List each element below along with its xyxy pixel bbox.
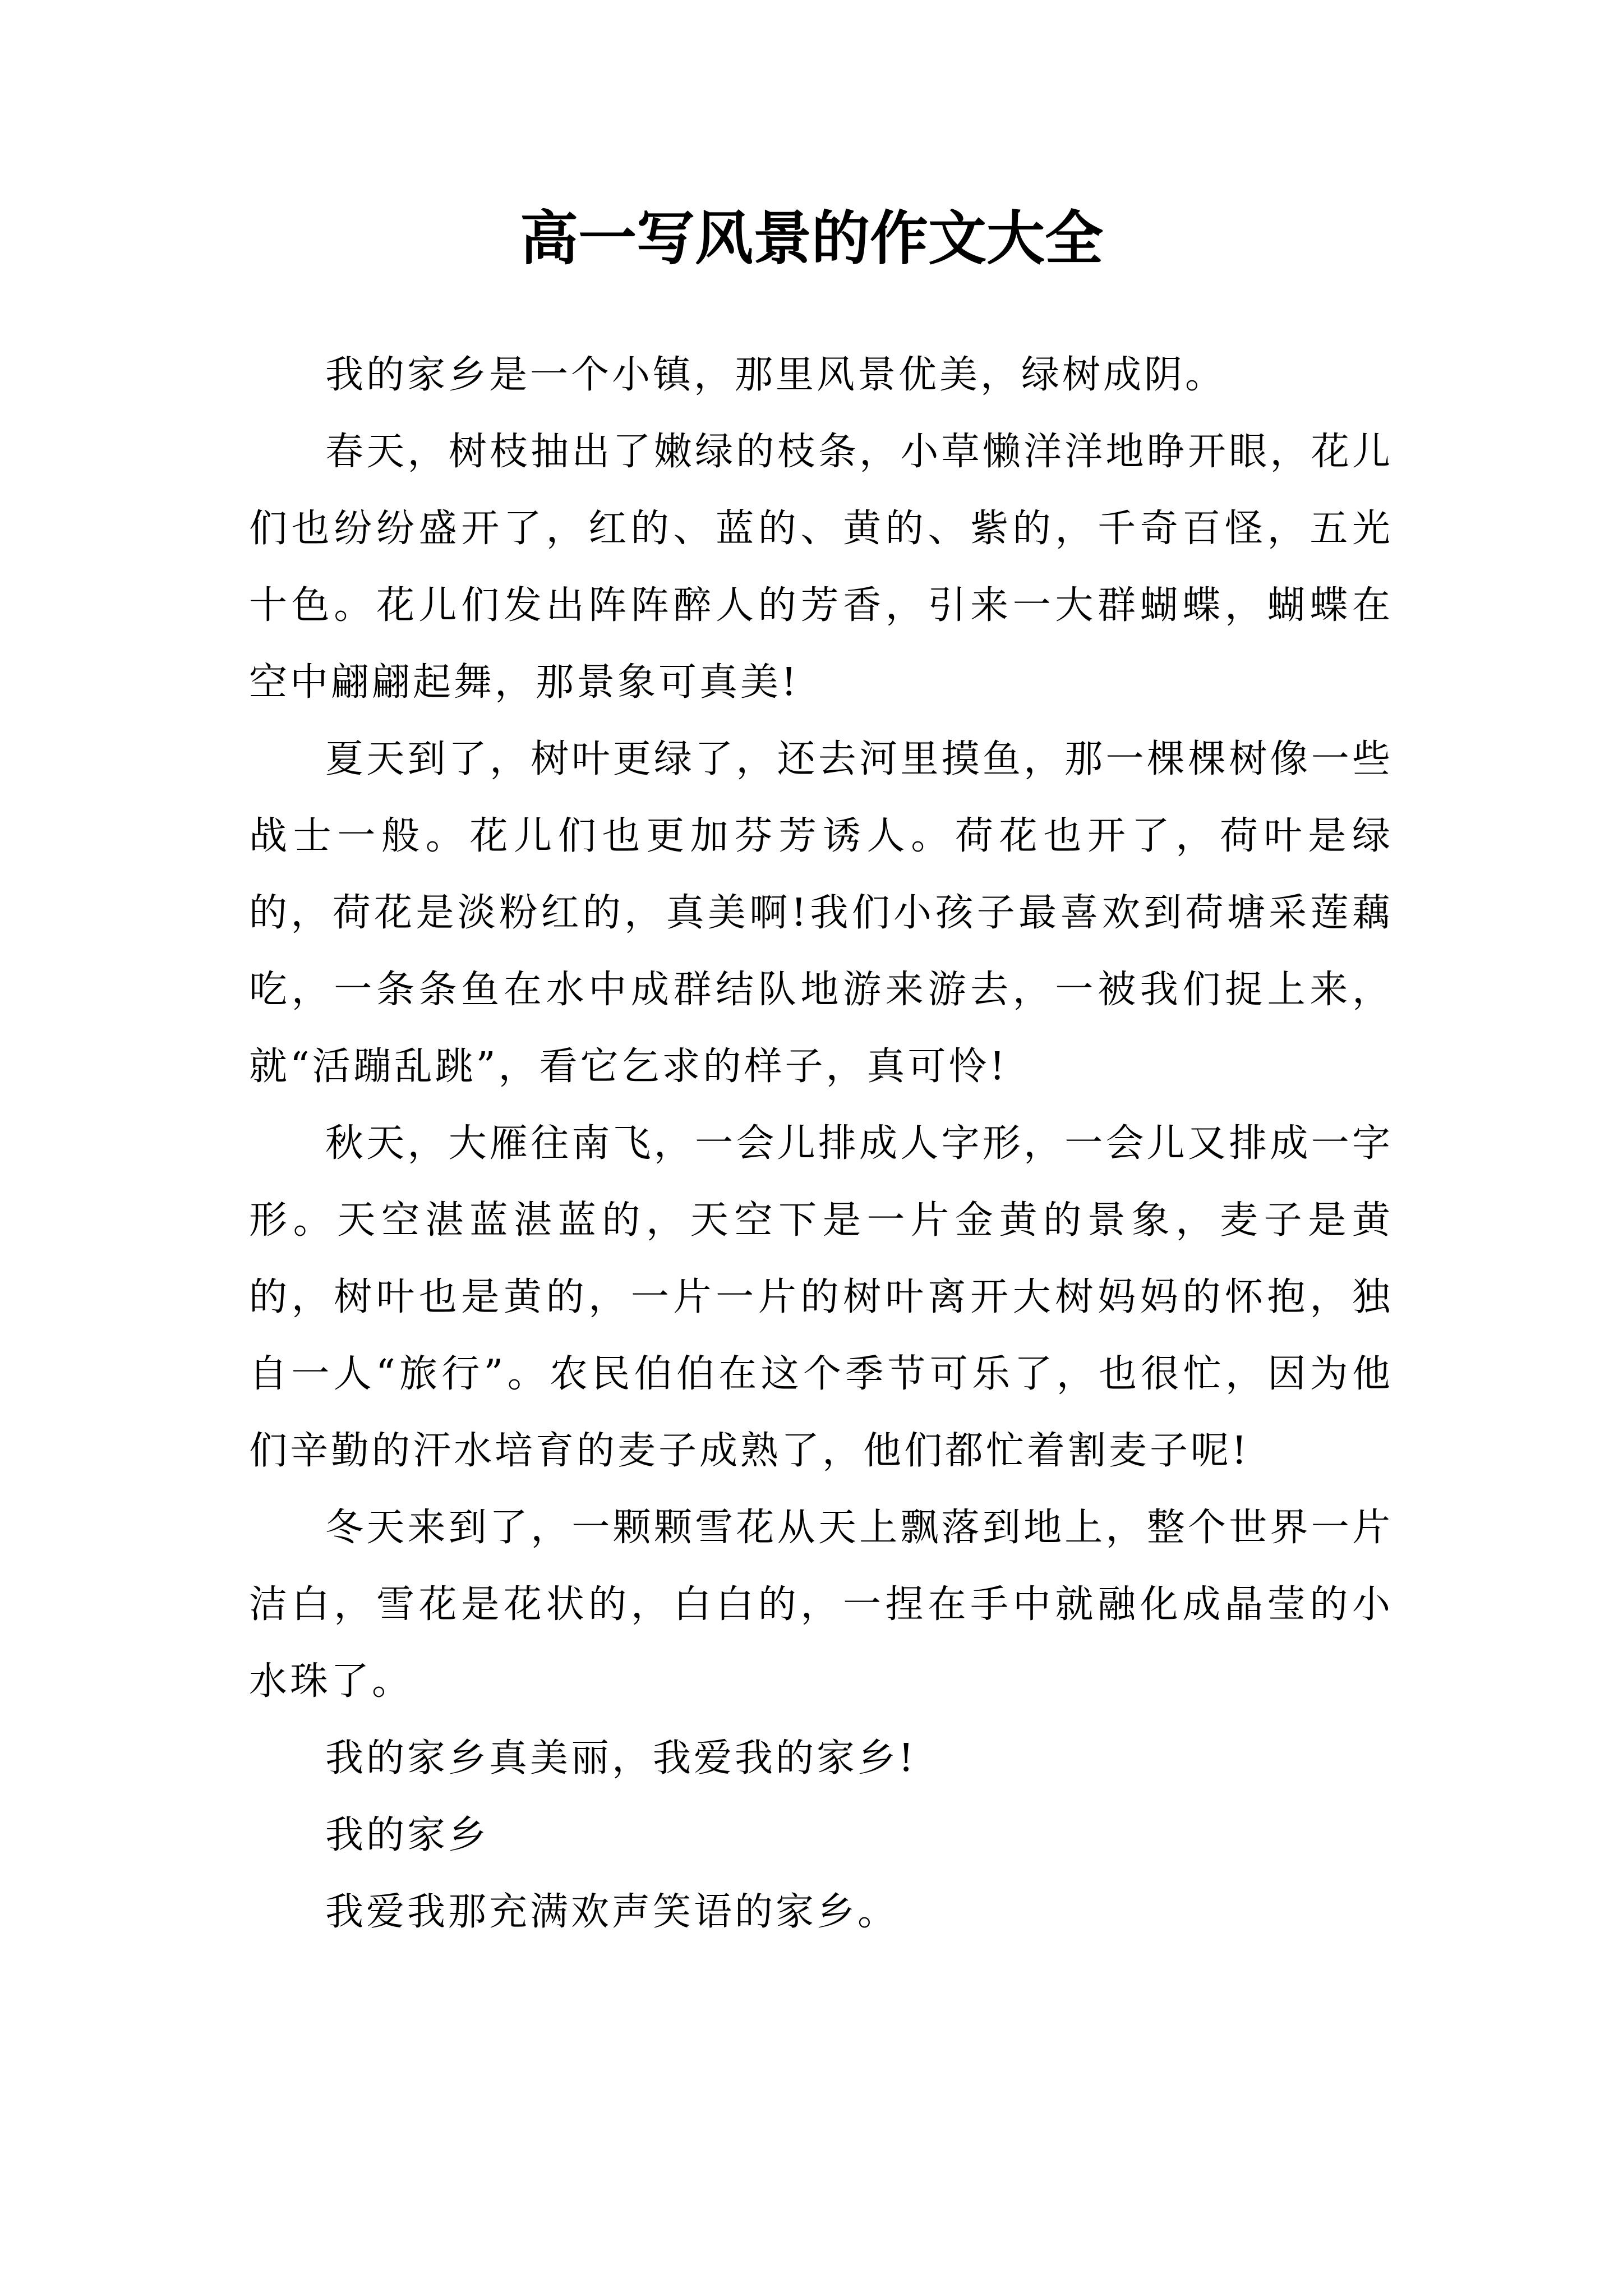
paragraph-summer: 夏天到了，树叶更绿了，还去河里摸鱼，那一棵棵树像一些战士一般。花儿们也更加芬芳诱人。荷花也开了，荷叶是绿的，荷花是淡粉红的，真美啊!我们小孩子最喜欢到荷塘采莲藕吃，一条条鱼在水中成群结队地游来游去，一被我们捉上来，就“活蹦乱跳”，看它乞求的样子，真可怜!	[249, 737, 1393, 1089]
document-body	[249, 337, 1393, 1950]
paragraph-winter: 冬天来到了，一颗颗雪花从天上飘落到地上，整个世界一片洁白，雪花是花状的，白白的，一捏在手中就融化成晶莹的小水珠了。	[249, 1506, 1393, 1704]
paragraph-autumn: 秋天，大雁往南飞，一会儿排成人字形，一会儿又排成一字形。天空湛蓝湛蓝的，天空下是一片金黄的景象，麦子是黄的，树叶也是黄的，一片一片的树叶离开大树妈妈的怀抱，独自一人“旅行”。农民伯伯在这个季节可乐了，也很忙，因为他们辛勤的汗水培育的麦子成熟了，他们都忙着割麦子呢!	[249, 1121, 1393, 1473]
paragraph-subtitle: 我的家乡	[325, 1813, 490, 1857]
paragraph-next-essay-opening: 我爱我那充满欢声笑语的家乡。	[325, 1890, 899, 1934]
paragraph-conclusion: 我的家乡真美丽，我爱我的家乡!	[325, 1736, 917, 1780]
paragraph-spring: 春天，树枝抽出了嫩绿的枝条，小草懒洋洋地睁开眼，花儿们也纷纷盛开了，红的、蓝的、黄的、紫的，千奇百怪，五光十色。花儿们发出阵阵醉人的芳香，引来一大群蝴蝶，蝴蝶在空中翩翩起舞，那景象可真美!	[249, 430, 1393, 705]
document-title: 高一写风景的作文大全	[519, 204, 1103, 273]
paragraph-intro: 我的家乡是一个小镇，那里风景优美，绿树成阴。	[325, 353, 1227, 397]
